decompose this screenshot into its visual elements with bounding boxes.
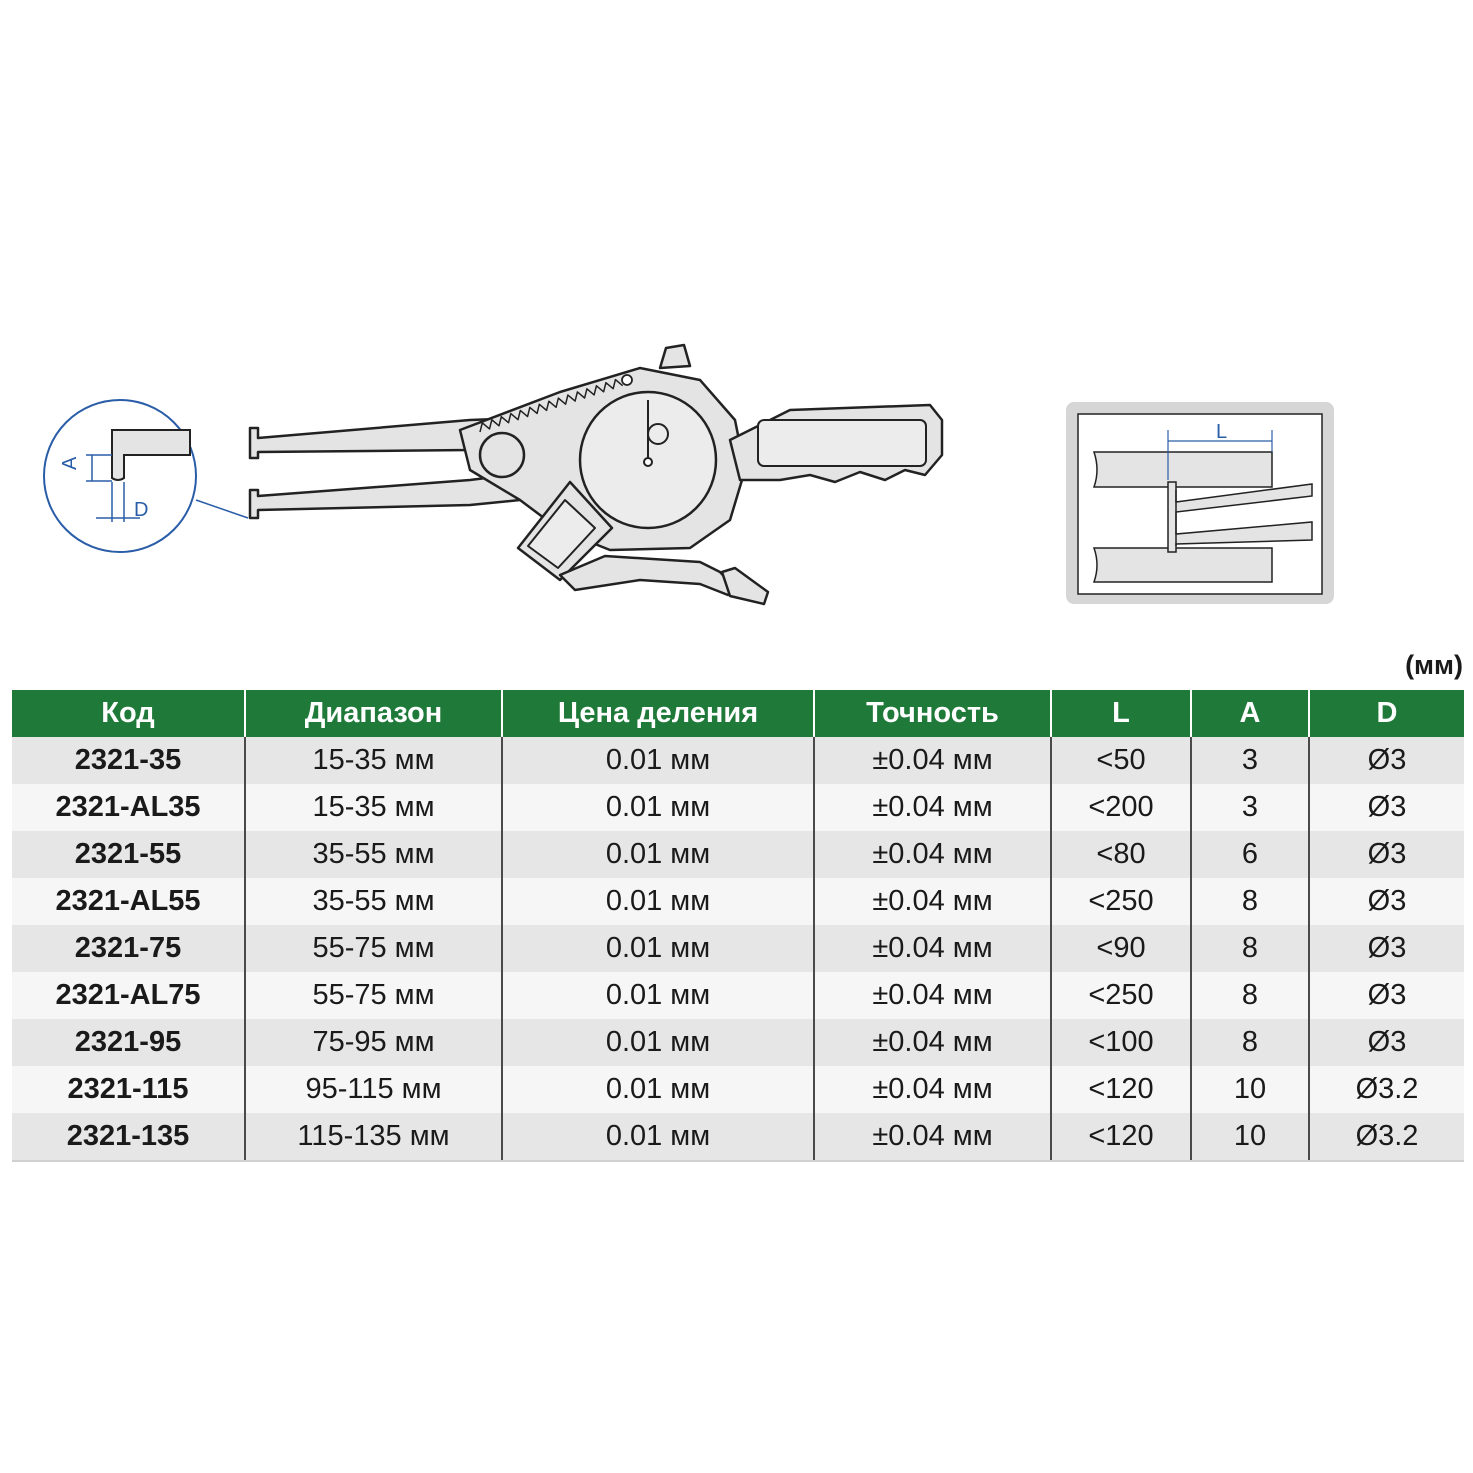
table-row — [12, 1066, 1464, 1113]
cell-accuracy: ±0.04 мм — [814, 1113, 1051, 1161]
cell-d: Ø3 — [1309, 737, 1464, 784]
header-accuracy: Точность — [814, 690, 1051, 737]
cell-d: Ø3.2 — [1309, 1066, 1464, 1113]
dimension-l-label: L — [1216, 421, 1228, 443]
cell-range: 15-35 мм — [245, 784, 502, 831]
header-code: Код — [12, 690, 245, 737]
groove-measurement-inset — [1066, 402, 1334, 604]
cell-accuracy: ±0.04 мм — [814, 737, 1051, 784]
cell-code: 2321-AL75 — [12, 972, 245, 1019]
cell-code: 2321-115 — [12, 1066, 245, 1113]
header-l: L — [1051, 690, 1191, 737]
table-row — [12, 1019, 1464, 1066]
dimension-a-label: A — [59, 456, 81, 470]
cell-division: 0.01 мм — [502, 1066, 814, 1113]
cell-d: Ø3 — [1309, 972, 1464, 1019]
header-d: D — [1309, 690, 1464, 737]
table-row — [12, 784, 1464, 831]
cell-division: 0.01 мм — [502, 972, 814, 1019]
cell-a: 8 — [1191, 1019, 1309, 1066]
header-range: Диапазон — [245, 690, 502, 737]
cell-division: 0.01 мм — [502, 1019, 814, 1066]
cell-range: 55-75 мм — [245, 925, 502, 972]
cell-a: 8 — [1191, 925, 1309, 972]
cell-code: 2321-AL55 — [12, 878, 245, 925]
cell-range: 35-55 мм — [245, 878, 502, 925]
cell-division: 0.01 мм — [502, 737, 814, 784]
units-label: (мм) — [1405, 650, 1463, 680]
cell-range: 15-35 мм — [245, 737, 502, 784]
cell-range: 95-115 мм — [245, 1066, 502, 1113]
table-row — [12, 831, 1464, 878]
cell-division: 0.01 мм — [502, 1113, 814, 1161]
cell-a: 3 — [1191, 737, 1309, 784]
cell-a: 10 — [1191, 1066, 1309, 1113]
cell-a: 10 — [1191, 1113, 1309, 1161]
cell-code: 2321-75 — [12, 925, 245, 972]
cell-code: 2321-135 — [12, 1113, 245, 1161]
table-row — [12, 972, 1464, 1019]
cell-division: 0.01 мм — [502, 925, 814, 972]
cell-d: Ø3 — [1309, 925, 1464, 972]
cell-a: 6 — [1191, 831, 1309, 878]
table-header-row — [12, 690, 1464, 737]
cell-accuracy: ±0.04 мм — [814, 1066, 1051, 1113]
cell-range: 75-95 мм — [245, 1019, 502, 1066]
table-row — [12, 925, 1464, 972]
cell-l: <120 — [1051, 1113, 1191, 1161]
cell-l: <100 — [1051, 1019, 1191, 1066]
cell-division: 0.01 мм — [502, 784, 814, 831]
cell-range: 55-75 мм — [245, 972, 502, 1019]
cell-d: Ø3 — [1309, 784, 1464, 831]
cell-a: 8 — [1191, 972, 1309, 1019]
cell-accuracy: ±0.04 мм — [814, 878, 1051, 925]
cell-division: 0.01 мм — [502, 878, 814, 925]
cell-a: 8 — [1191, 878, 1309, 925]
cell-d: Ø3 — [1309, 831, 1464, 878]
table-row — [12, 878, 1464, 925]
cell-d: Ø3 — [1309, 878, 1464, 925]
table-row — [12, 737, 1464, 784]
cell-d: Ø3.2 — [1309, 1113, 1464, 1161]
dimension-d-label: D — [134, 499, 149, 521]
cell-l: <120 — [1051, 1066, 1191, 1113]
cell-range: 35-55 мм — [245, 831, 502, 878]
caliper-illustration — [0, 0, 1473, 640]
jaw-detail-callout — [44, 400, 248, 552]
cell-accuracy: ±0.04 мм — [814, 784, 1051, 831]
cell-d: Ø3 — [1309, 1019, 1464, 1066]
table-row — [12, 1113, 1464, 1161]
cell-l: <80 — [1051, 831, 1191, 878]
cell-code: 2321-95 — [12, 1019, 245, 1066]
cell-a: 3 — [1191, 784, 1309, 831]
cell-l: <200 — [1051, 784, 1191, 831]
cell-code: 2321-35 — [12, 737, 245, 784]
cell-accuracy: ±0.04 мм — [814, 925, 1051, 972]
cell-l: <90 — [1051, 925, 1191, 972]
cell-l: <250 — [1051, 972, 1191, 1019]
cell-l: <50 — [1051, 737, 1191, 784]
header-division: Цена деления — [502, 690, 814, 737]
cell-l: <250 — [1051, 878, 1191, 925]
cell-accuracy: ±0.04 мм — [814, 1019, 1051, 1066]
cell-division: 0.01 мм — [502, 831, 814, 878]
cell-accuracy: ±0.04 мм — [814, 831, 1051, 878]
dial-caliper-drawing — [250, 345, 942, 604]
cell-code: 2321-55 — [12, 831, 245, 878]
cell-range: 115-135 мм — [245, 1113, 502, 1161]
specification-table — [12, 690, 1464, 1162]
cell-accuracy: ±0.04 мм — [814, 972, 1051, 1019]
header-a: A — [1191, 690, 1309, 737]
cell-code: 2321-AL35 — [12, 784, 245, 831]
